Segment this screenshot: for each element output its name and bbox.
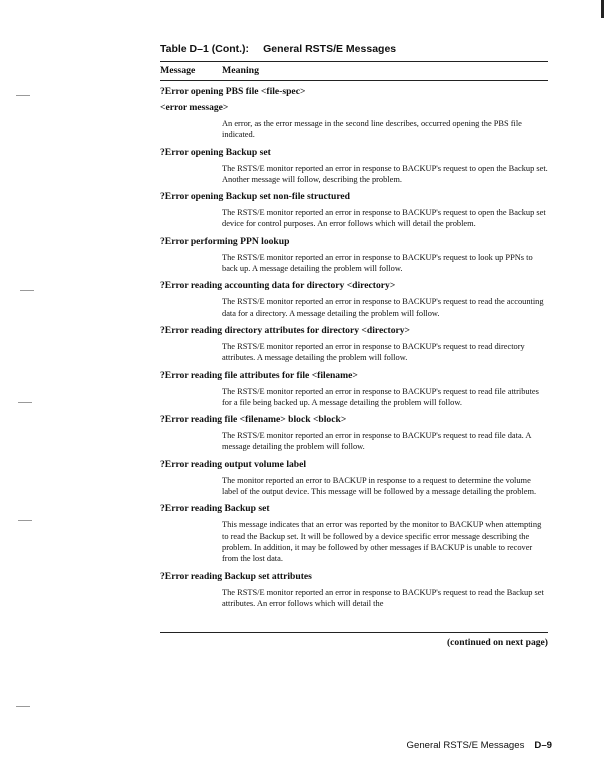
page-footer bbox=[407, 740, 552, 751]
message-entry bbox=[160, 236, 550, 275]
scan-mark bbox=[18, 520, 32, 521]
message-text: ?Error opening Backup set bbox=[160, 146, 271, 158]
message-text: ?Error reading Backup set attributes bbox=[160, 570, 312, 582]
column-header-message: Message bbox=[160, 65, 196, 76]
meaning-text: The RSTS/E monitor reported an error in response to BACKUP's request to look up PPNs to back up. A message detailing the problem will follow. bbox=[222, 252, 533, 274]
message-entry bbox=[160, 102, 550, 141]
message-entry bbox=[160, 86, 550, 98]
meaning-text: An error, as the error message in the second line describes, occurred opening the PBS file indicated. bbox=[222, 119, 522, 140]
message-entry bbox=[160, 280, 550, 319]
scan-mark bbox=[16, 706, 30, 707]
message-text: ?Error reading accounting data for directory <directory> bbox=[160, 280, 396, 292]
message-text: ?Error reading output volume label bbox=[160, 458, 307, 470]
message-entry bbox=[160, 147, 550, 186]
table-end-rule bbox=[160, 632, 548, 633]
header-top-rule bbox=[160, 61, 548, 62]
scan-mark bbox=[20, 290, 34, 291]
message-text: ?Error performing PPN lookup bbox=[160, 235, 290, 247]
message-entry bbox=[160, 503, 550, 564]
meaning-text: The RSTS/E monitor reported an error in response to BACKUP's request to read file attributes for a file being backed up. A message detailing the problem will follow. bbox=[222, 386, 539, 407]
meaning-text: The RSTS/E monitor reported an error in response to BACKUP's request to read the Backup set attributes. An error follows which will detail the bbox=[222, 587, 544, 608]
column-header-meaning: Meaning bbox=[222, 65, 260, 76]
table-name: General RSTS/E Messages bbox=[263, 43, 397, 55]
meaning-text: The monitor reported an error to BACKUP in response to a request to determine the volume label of the output device. This message will be followed by a message detailing the problem. bbox=[222, 475, 537, 497]
meaning-text: The RSTS/E monitor reported an error in response to BACKUP's request to read directory attributes. A message detailing the problem will follow. bbox=[222, 341, 525, 363]
message-entry bbox=[160, 414, 550, 453]
table-number: Table D–1 (Cont.): bbox=[160, 43, 250, 55]
scan-mark bbox=[18, 402, 32, 403]
message-text: ?Error reading Backup set bbox=[160, 503, 270, 515]
message-text: ?Error opening Backup set non-file structured bbox=[160, 191, 351, 203]
table-title bbox=[160, 43, 580, 55]
message-entry bbox=[160, 325, 550, 364]
continued-note: (continued on next page) bbox=[446, 637, 548, 648]
meaning-text: The RSTS/E monitor reported an error in response to BACKUP's request to open the Backup set. Another message will follow, describing the problem. bbox=[222, 163, 548, 184]
message-text: ?Error opening PBS file <file-spec> bbox=[160, 86, 306, 97]
message-text: ?Error reading file <filename> block <block> bbox=[160, 414, 347, 426]
meaning-text: The RSTS/E monitor reported an error in response to BACKUP's request to read file data. A message detailing the problem will follow. bbox=[222, 431, 531, 452]
message-entry bbox=[160, 370, 550, 409]
scan-mark bbox=[16, 95, 30, 96]
message-entry bbox=[160, 191, 550, 230]
message-text: ?Error reading directory attributes for directory <directory> bbox=[160, 324, 411, 336]
column-headers bbox=[160, 65, 260, 76]
message-entry bbox=[160, 571, 550, 610]
message-list bbox=[160, 86, 550, 615]
footer-section: General RSTS/E Messages bbox=[406, 740, 525, 751]
meaning-text: The RSTS/E monitor reported an error in response to BACKUP's request to read the accounting data for a directory. A message detailing the problem will follow. bbox=[222, 297, 544, 318]
meaning-text: This message indicates that an error was reported by the monitor to BACKUP when attempting to read the Backup set. It will be followed by a device specific error message describing the problem. In addition, it may be followed by other messages if BACKUP is unable to recover from the lost data. bbox=[222, 520, 542, 564]
message-text: <error message> bbox=[160, 102, 229, 113]
page-number: D–9 bbox=[534, 740, 552, 751]
meaning-text: The RSTS/E monitor reported an error in response to BACKUP's request to open the Backup set device for control purposes. An error follows which will detail the problem. bbox=[222, 208, 546, 229]
message-text: ?Error reading file attributes for file <filename> bbox=[160, 369, 358, 381]
message-entry bbox=[160, 459, 550, 498]
header-bottom-rule bbox=[160, 80, 548, 81]
